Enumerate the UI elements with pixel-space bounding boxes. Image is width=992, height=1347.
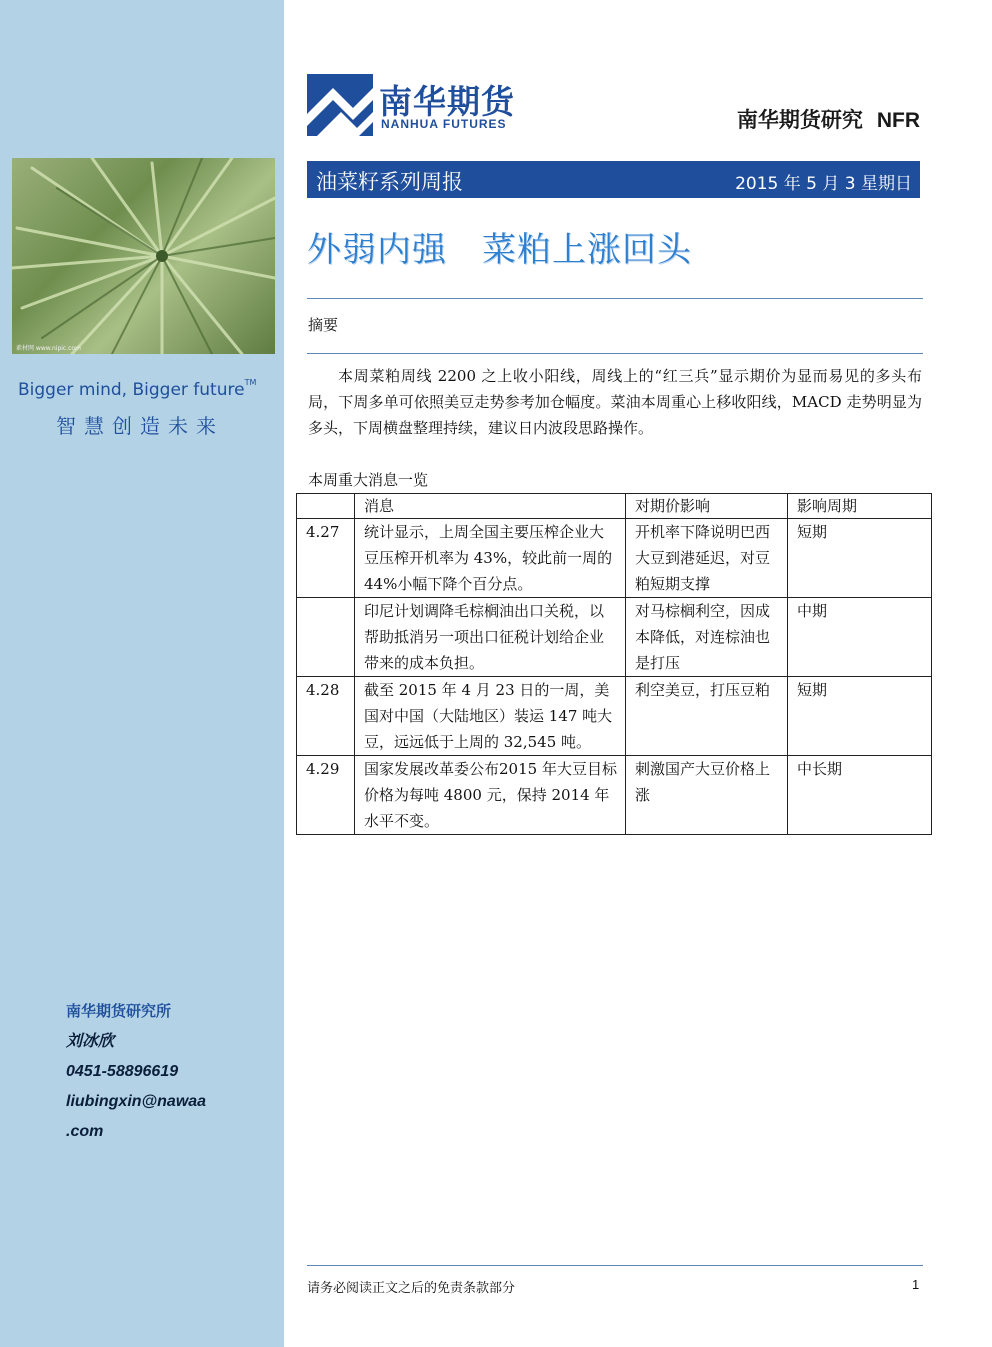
cell-period: 短期: [788, 519, 932, 598]
institute-name: 南华期货研究所: [66, 1003, 172, 1020]
summary-paragraph: 本周菜粕周线 2200 之上收小阳线，周线上的“红三兵”显示期价为显而易见的多头布局，下周多单可依照美豆走势参考加仓幅度。菜油本周重心上移收阳线，MACD 走势明显为多头，下周横盘整理持续，建议日内波段思路操作。: [308, 367, 922, 437]
cell-date: [297, 598, 355, 677]
cell-message: 截至 2015 年 4 月 23 日的一周，美国对中国（大陆地区）装运 147 吨大豆，远远低于上周的 32,545 吨。: [355, 677, 626, 756]
cell-message: 印尼计划调降毛棕榈油出口关税，以帮助抵消另一项出口征税计划给企业带来的成本负担。: [355, 598, 626, 677]
cell-impact: 利空美豆，打压豆粕: [626, 677, 788, 756]
footer-divider: [307, 1265, 923, 1266]
cell-period: 中长期: [788, 756, 932, 835]
table-row: [297, 677, 932, 756]
contact-block: [66, 997, 206, 1147]
photo-watermark: 素材网 www.nipic.com: [16, 345, 81, 352]
cell-message: 统计显示，上周全国主要压榨企业大豆压榨开机率为 43%，较此前一周的 44%小幅下降个百分点。: [355, 519, 626, 598]
slogan-english: [18, 380, 256, 400]
header-date: [297, 494, 355, 519]
analyst-name: 刘冰欣: [66, 1033, 115, 1050]
cell-date: 4.29: [297, 756, 355, 835]
cell-period: 短期: [788, 677, 932, 756]
logo-chinese-name: 南华期货: [379, 82, 515, 121]
table-header-row: [297, 494, 932, 519]
research-header: [737, 104, 920, 134]
table-row: [297, 598, 932, 677]
logo-english-name: NANHUA FUTURES: [381, 117, 507, 131]
report-date: 2015 年 5 月 3 星期日: [735, 174, 912, 194]
table-row: [297, 519, 932, 598]
nanhua-logo-icon: [307, 74, 373, 136]
cell-message: 国家发展改革委公布2015 年大豆目标价格为每吨 4800 元，保持 2014 年水平不变。: [355, 756, 626, 835]
email-line-2[interactable]: .com: [66, 1123, 104, 1140]
header-period: 影响周期: [788, 494, 932, 519]
cell-impact: 开机率下降说明巴西大豆到港延迟，对豆粕短期支撑: [626, 519, 788, 598]
trademark-mark: TM: [244, 378, 257, 387]
phone-number: 0451-58896619: [66, 1063, 179, 1080]
series-banner: [307, 161, 920, 198]
divider-abstract: [307, 353, 923, 354]
email-line-1[interactable]: liubingxin@nawaa: [66, 1093, 207, 1110]
research-label: 南华期货研究: [736, 108, 863, 132]
abstract-label: 摘要: [308, 316, 339, 334]
report-series: 油菜籽系列周报: [316, 170, 463, 194]
research-code: NFR: [876, 109, 920, 132]
report-title: 外弱内强 菜粕上涨回头: [307, 230, 692, 270]
table-row: [297, 756, 932, 835]
cell-impact: 刺激国产大豆价格上涨: [626, 756, 788, 835]
rapeseed-pods-image: [12, 158, 275, 354]
cell-impact: 对马棕榈利空，因成本降低，对连棕油也是打压: [626, 598, 788, 677]
cell-date: 4.27: [297, 519, 355, 598]
news-table-title: 本周重大消息一览: [308, 471, 429, 489]
disclaimer-notice: 请务必阅读正文之后的免责条款部分: [307, 1281, 516, 1296]
rapeseed-photo: [12, 158, 275, 354]
header-impact: 对期价影响: [626, 494, 788, 519]
slogan-chinese: 智慧创造未来: [56, 414, 224, 438]
cell-period: 中期: [788, 598, 932, 677]
header-message: 消息: [355, 494, 626, 519]
page-number: 1: [912, 1277, 920, 1292]
divider-top: [307, 298, 923, 299]
news-table: [296, 493, 932, 835]
cell-date: 4.28: [297, 677, 355, 756]
slogan-english-text: Bigger mind, Bigger future: [18, 380, 245, 400]
sidebar: [0, 0, 284, 1347]
